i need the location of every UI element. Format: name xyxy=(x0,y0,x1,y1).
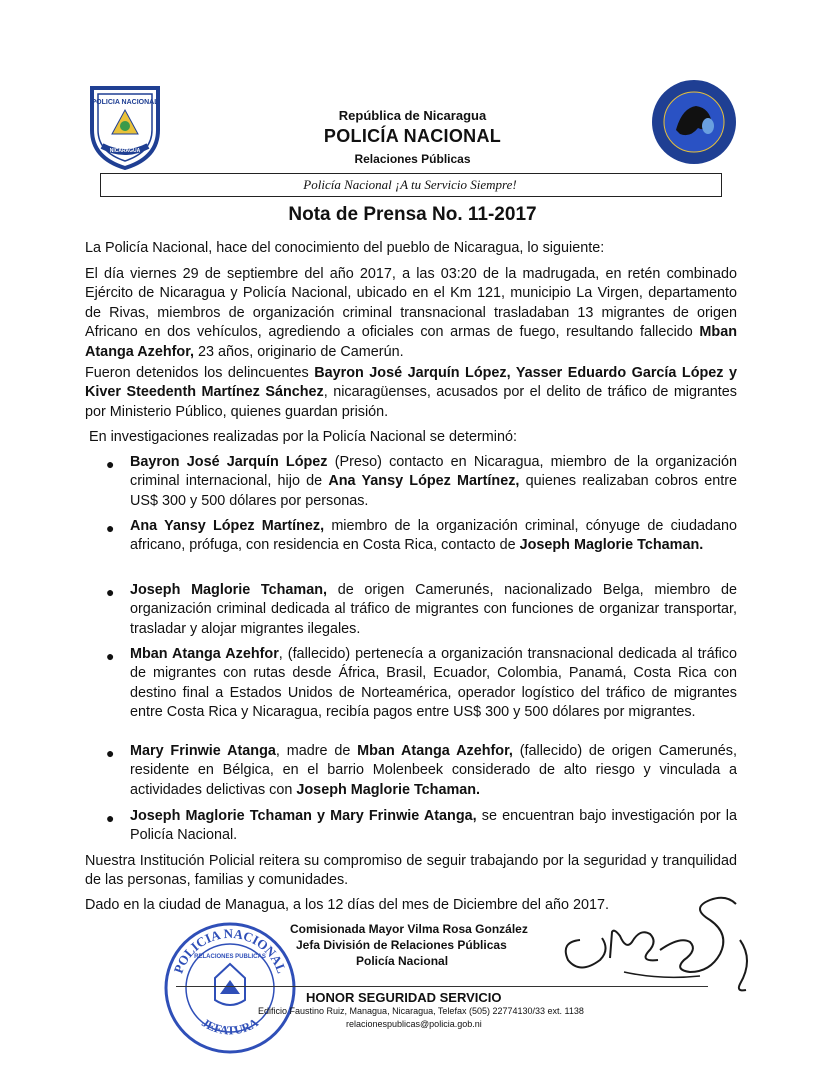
bullet-marker: ● xyxy=(106,745,115,761)
footer-motto: HONOR SEGURIDAD SERVICIO xyxy=(306,990,502,1005)
detainees-text-end: , nicaragüenses, acusados por el delito de tráfico de migrantes por Ministerio Público, quienes guardan prisión. xyxy=(85,384,737,420)
incident-text: El día viernes 29 de septiembre del año 2017, a las 03:20 de la madrugada, en retén combinado Ejército de Nicaragua y Policía Nacional, ubicado en el Km 121, municipio La Virgen, departamento de Rivas, miembros de organización criminal transnacional trasladaban 13 migrantes de origen Africano en dos vehículos, agrediendo a oficiales con armas de fuego, resultando fallecido xyxy=(85,266,737,341)
bullet-marker: ● xyxy=(106,584,115,600)
bullet-4-text: , (fallecido) pertenecía a organización transnacional dedicada al tráfico de migrantes con rutas desde África, Brasil, Ecuador, Colombia, Panamá, Costa Rica con destino final a Estados Unidos de Norteamérica, operador logístico del tráfico de migrantes entre Costa Rica y Nicaragua, recibía pagos entre US$ 300 y 500 dólares por migrantes. xyxy=(130,646,737,721)
stamp-bottom-text: JEFATURA xyxy=(199,1015,261,1038)
bullet-2-name-2: Joseph Maglorie Tchaman. xyxy=(519,537,704,554)
bullet-1-text-end: quienes realizaban cobros entre US$ 300 y 500 dólares por personas. xyxy=(130,473,737,509)
bullet-marker: ● xyxy=(106,648,115,664)
bullet-5-name-3: Joseph Maglorie Tchaman. xyxy=(296,781,481,798)
bullet-6-names: Joseph Maglorie Tchaman y Mary Frinwie Atanga, xyxy=(130,808,477,824)
bullet-item-2 xyxy=(130,517,737,556)
bullet-6-text: se encuentran bajo investigación por la Policía Nacional. xyxy=(130,808,737,844)
bullet-5-text-2: (fallecido) de origen Camerunés, residente en Bélgica, en el barrio Molenbeek considerado de alto riesgo y vinculada a actividades delictivas con xyxy=(130,743,737,798)
bullet-item-3 xyxy=(130,581,737,639)
closing-paragraph: Nuestra Institución Policial reitera su compromiso de seguir trabajando por la seguridad y tranquilidad de las personas, familias y comunidades. xyxy=(85,853,737,889)
detainees-paragraph xyxy=(85,364,737,422)
bullet-item-6 xyxy=(130,807,737,846)
detainees-names: Bayron José Jarquín López, Yasser Eduardo García López y Kiver Steedenth Martínez Sánchez xyxy=(85,365,737,401)
bullet-4-name: Mban Atanga Azehfor xyxy=(130,646,279,662)
incident-text-end: 23 años, originario de Camerún. xyxy=(194,343,404,360)
detainees-text: Fueron detenidos los delincuentes xyxy=(85,365,315,381)
bullet-3-name: Joseph Maglorie Tchaman, xyxy=(130,582,328,598)
bullet-item-1 xyxy=(130,453,737,511)
incident-paragraph xyxy=(85,265,737,362)
footer-divider xyxy=(176,986,708,987)
official-stamp xyxy=(160,918,300,1058)
bullet-marker: ● xyxy=(106,456,115,472)
bullet-5-name-2: Mban Atanga Azehfor, xyxy=(357,743,513,759)
stamp-top-text: POLICIA NACIONAL xyxy=(170,925,290,976)
handwritten-signature xyxy=(540,880,780,1000)
bullet-marker: ● xyxy=(106,520,115,536)
stamp-sub-text: RELACIONES PUBLICAS xyxy=(194,954,266,960)
footer-email: relacionespublicas@policia.gob.ni xyxy=(346,1019,482,1029)
header-organization: POLICÍA NACIONAL xyxy=(323,126,502,146)
footer-address: Edificio Faustino Ruiz, Managua, Nicaragua, Telefax (505) 22774130/33 ext. 1138 xyxy=(258,1006,584,1016)
signer-organization: Policía Nacional xyxy=(356,954,449,968)
bullet-1-text: (Preso) contacto en Nicaragua, miembro de la organización criminal internacional, hijo de xyxy=(130,454,738,490)
bullet-3-text: de origen Camerunés, nacionalizado Belga, miembro de organización criminal dedicada al tráfico de migrantes con funciones de organizar transportar, trasladar y alojar migrantes ilegales. xyxy=(130,582,737,637)
header-slogan: Policía Nacional ¡A tu Servicio Siempre! xyxy=(303,177,517,192)
bullet-1-name-2: Ana Yansy López Martínez, xyxy=(328,473,520,490)
logo-left-text: POLICIA NACIONAL xyxy=(91,99,159,106)
bullet-item-4 xyxy=(130,645,737,723)
signer-position: Jefa División de Relaciones Públicas xyxy=(296,938,507,952)
bullet-5-name: Mary Frinwie Atanga xyxy=(130,743,276,759)
bullet-2-text: miembro de la organización criminal, cónyuge de ciudadano africano, prófuga, con residencia en Costa Rica, contacto de xyxy=(130,518,737,554)
bullet-2-name: Ana Yansy López Martínez, xyxy=(130,518,325,534)
header-department: Relaciones Públicas xyxy=(354,152,471,166)
investigation-intro: En investigaciones realizadas por la Policía Nacional se determinó: xyxy=(89,429,517,445)
bullet-1-name: Bayron José Jarquín López xyxy=(130,454,328,470)
logo-left-subtext: NICARAGUA xyxy=(109,148,141,154)
signer-name: Comisionada Mayor Vilma Rosa González xyxy=(290,922,528,936)
bullet-marker: ● xyxy=(106,810,115,826)
bullet-5-text: , madre de xyxy=(275,743,358,759)
intro-paragraph: La Policía Nacional, hace del conocimiento del pueblo de Nicaragua, lo siguiente: xyxy=(85,240,605,256)
bullet-item-5 xyxy=(130,742,737,800)
date-line: Dado en la ciudad de Managua, a los 12 días del mes de Diciembre del año 2017. xyxy=(85,897,610,913)
header-country: República de Nicaragua xyxy=(338,108,487,123)
deceased-name: Mban Atanga Azehfor, xyxy=(85,324,737,360)
page-title: Nota de Prensa No. 11-2017 xyxy=(288,204,537,225)
